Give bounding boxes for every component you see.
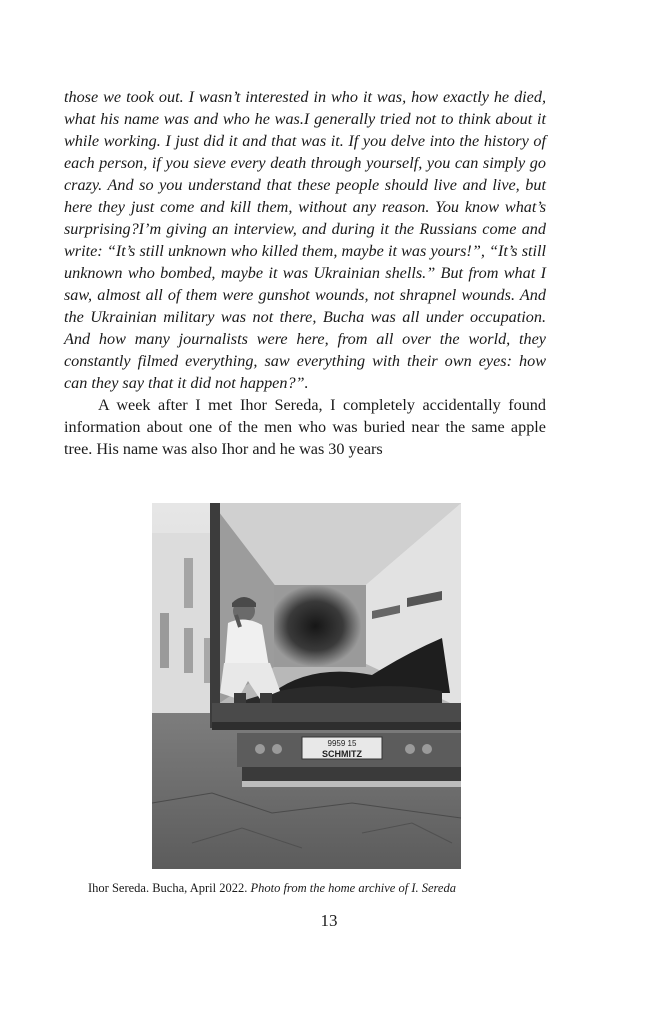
quote-paragraph: those we took out. I wasn’t interested in who it was, how exactly he died, what his name was and who he was.I generally tried not to think about it while working. I just did it and that was it. If you delve into the history of each person, if you sieve every death through yourself, you can simply go crazy. And so you understand that these people should live and live, but here they just come and kill them, without any reason. You know what’s surprising?I’m giving an interview, and during it the Russians come and write: “It’s still unknown who killed them, maybe it was yours!”, “It’s still unknown who bombed, maybe it was Ukrainian shells.” But from what I saw, almost all of them were gunshot wounds, not shrapnel wounds. And the Ukrainian military was not there, Bucha was all under occupation. And how many journalists were here, from all over the world, they constantly filmed everything, saw everything with their own eyes: how can they say that it did not happen?”. <box>64 88 546 392</box>
narrative-paragraph: A week after I met Ihor Sereda, I completely accidentally found information about one of the men who was buried near the same apple tree. His name was also Ihor and he was 30 years <box>64 396 546 458</box>
brand-plate: SCHMITZ <box>322 749 362 759</box>
caption-text: Ihor Sereda. Bucha, April 2022. <box>88 881 248 895</box>
plate-number: 9959 15 <box>327 739 357 748</box>
page-number: 13 <box>320 911 338 930</box>
body-text <box>64 86 546 460</box>
photo-caption <box>88 880 588 896</box>
caption-source: Photo from the home archive of I. Sereda <box>250 881 456 895</box>
photo-ihor-sereda-truck <box>152 503 461 869</box>
